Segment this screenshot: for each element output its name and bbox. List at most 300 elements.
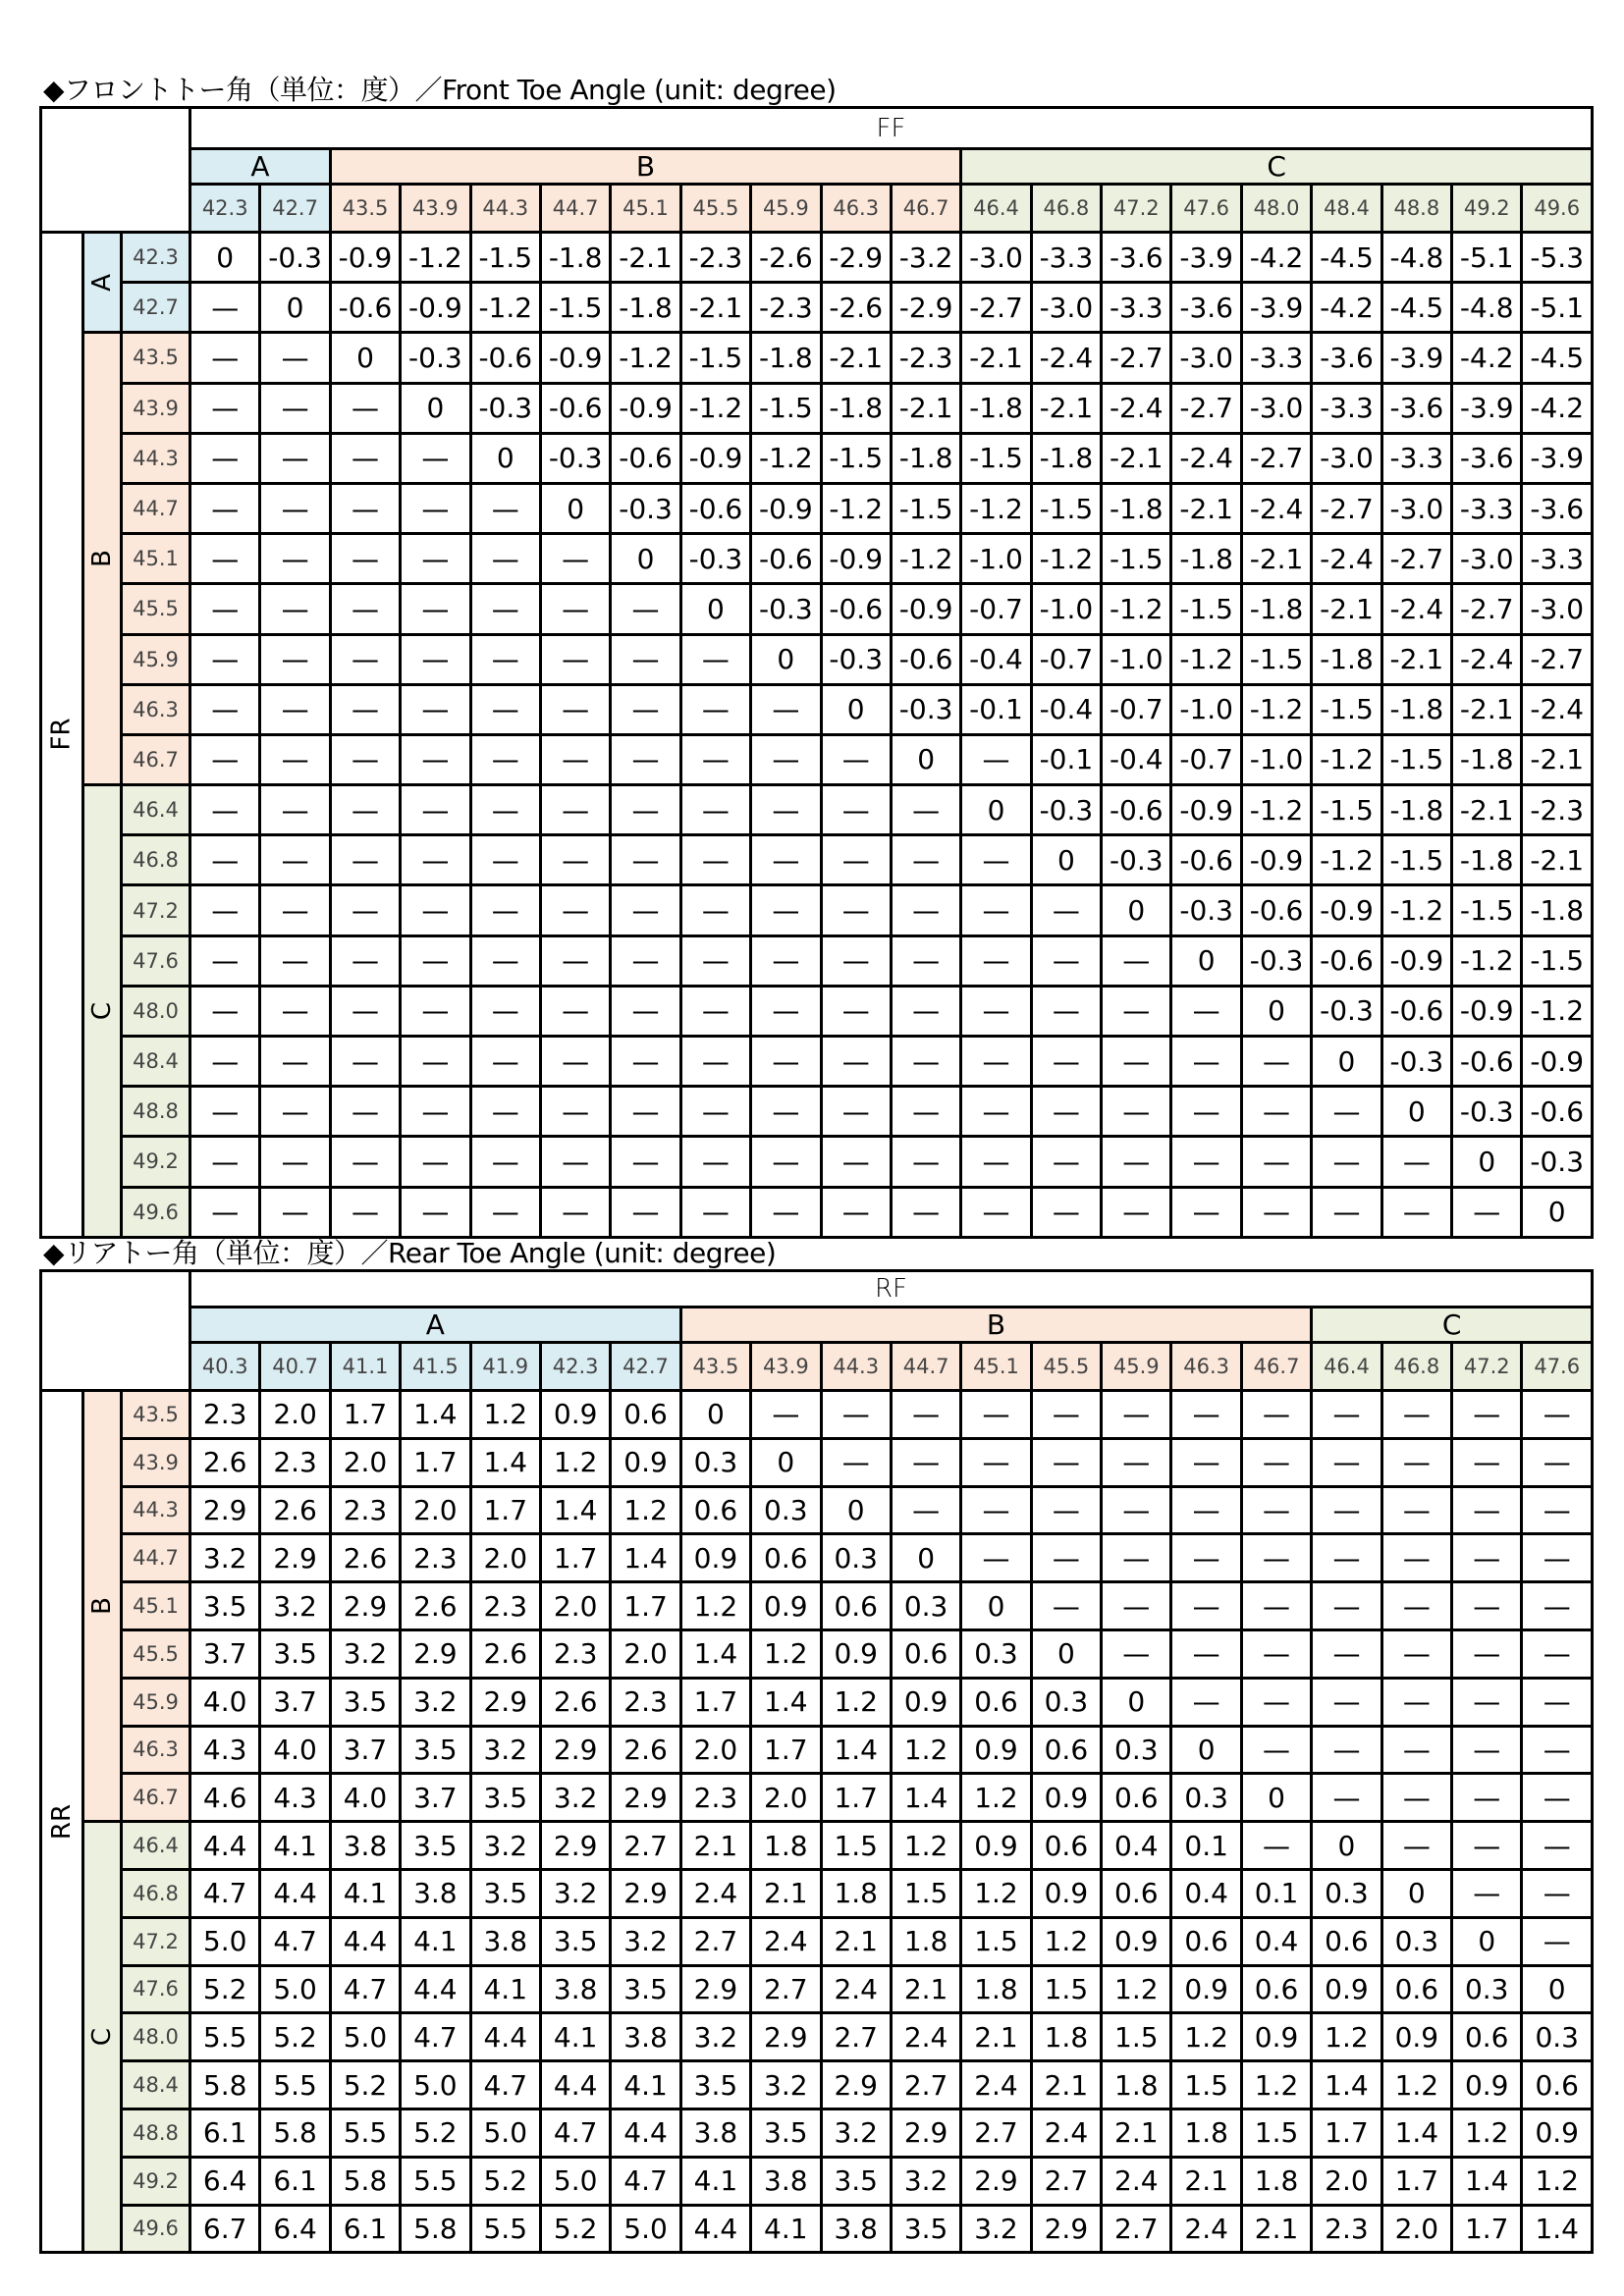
angle-cell: 0 [540,483,610,533]
angle-cell: 1.7 [540,1534,610,1582]
row-header-value: 42.7 [122,283,190,333]
angle-cell: 1.8 [751,1822,821,1870]
angle-cell: -2.7 [1102,333,1171,383]
angle-cell: — [470,1137,540,1187]
angle-cell: — [1452,1629,1522,1678]
angle-cell: -1.5 [891,483,960,533]
angle-cell: 5.5 [190,2013,260,2061]
angle-cell: 0 [751,1438,821,1486]
angle-cell: — [611,935,680,986]
angle-cell: — [330,1187,400,1237]
angle-cell: 0.3 [751,1486,821,1534]
angle-cell: -3.9 [1241,283,1311,333]
angle-cell: 4.1 [680,2157,750,2205]
angle-cell: -2.1 [1241,534,1311,584]
angle-cell: — [1381,1438,1451,1486]
angle-cell: — [470,634,540,684]
angle-cell: 1.2 [1031,1917,1101,1965]
angle-cell: — [821,1037,891,1087]
angle-cell: -1.5 [1102,534,1171,584]
angle-cell: -2.4 [1031,333,1101,383]
column-header-value: 46.8 [1381,1343,1451,1391]
angle-cell: — [540,634,610,684]
angle-cell: — [611,584,680,634]
angle-cell: -1.5 [1381,734,1451,784]
angle-cell: 5.0 [470,2109,540,2157]
column-header-value: 42.7 [260,185,330,233]
angle-cell: 4.0 [330,1774,400,1822]
row-header-value: 45.5 [122,1629,190,1678]
angle-cell: 5.0 [540,2157,610,2205]
angle-cell: 1.7 [1452,2205,1522,2253]
angle-cell: — [330,483,400,533]
angle-cell: 4.0 [190,1678,260,1726]
angle-cell: -4.5 [1522,333,1593,383]
column-header-value: 42.3 [540,1343,610,1391]
angle-cell: 0 [1102,1678,1171,1726]
column-header-value: 45.1 [961,1343,1031,1391]
angle-cell: -1.2 [1312,734,1381,784]
angle-cell: -4.2 [1241,233,1311,283]
angle-cell: — [470,584,540,634]
angle-cell: 2.7 [611,1822,680,1870]
angle-cell: 0 [961,785,1031,835]
angle-cell: 0.9 [1171,1965,1241,2013]
angle-cell: 1.4 [1312,2061,1381,2109]
angle-cell: — [680,785,750,835]
table-row [41,2157,1593,2205]
angle-cell: — [330,1037,400,1087]
column-header-value: 43.5 [680,1343,750,1391]
angle-cell: 2.4 [961,2061,1031,2109]
angle-cell: 2.4 [821,1965,891,2013]
angle-cell: 2.3 [260,1438,330,1486]
angle-cell: — [470,734,540,784]
angle-cell: 0 [751,634,821,684]
angle-cell: 1.4 [540,1486,610,1534]
angle-cell: — [1241,1629,1311,1678]
row-header-value: 44.3 [122,433,190,483]
angle-cell: -0.3 [540,433,610,483]
angle-cell: — [260,785,330,835]
angle-cell: — [891,1486,960,1534]
angle-cell: 3.7 [190,1629,260,1678]
angle-cell: -1.2 [961,483,1031,533]
column-header-value: 49.2 [1452,185,1522,233]
column-header-value: 46.3 [821,185,891,233]
column-header-value: 47.2 [1102,185,1171,233]
angle-cell: 0.6 [1452,2013,1522,2061]
angle-cell: 5.8 [260,2109,330,2157]
angle-cell: — [1102,1582,1171,1630]
row-axis-text: RR [46,1803,77,1840]
angle-cell: — [1031,1486,1101,1534]
angle-cell: 2.7 [680,1917,750,1965]
angle-cell: 2.6 [611,1726,680,1774]
angle-cell: 0.6 [751,1534,821,1582]
angle-cell: 4.4 [470,2013,540,2061]
angle-cell: 2.0 [680,1726,750,1774]
angle-cell: -4.8 [1452,283,1522,333]
angle-cell: — [1312,1438,1381,1486]
row-header-value: 45.9 [122,634,190,684]
angle-cell: — [1522,1582,1593,1630]
angle-cell: — [1312,1774,1381,1822]
angle-cell: — [821,1087,891,1137]
angle-cell: — [680,835,750,885]
angle-cell: 3.5 [260,1629,330,1678]
angle-cell: -1.5 [1031,483,1101,533]
angle-cell: -1.5 [821,433,891,483]
angle-cell: — [190,835,260,885]
angle-cell: -1.2 [611,333,680,383]
table-row [41,1917,1593,1965]
angle-cell: — [190,383,260,433]
column-header-value: 46.4 [1312,1343,1381,1391]
angle-cell: -1.2 [1031,534,1101,584]
angle-cell: — [611,634,680,684]
angle-cell: 2.0 [1312,2157,1381,2205]
angle-cell: -1.8 [540,233,610,283]
angle-cell: 0.3 [961,1629,1031,1678]
angle-cell: — [401,835,470,885]
column-header-value: 40.7 [260,1343,330,1391]
angle-cell: 4.4 [611,2109,680,2157]
angle-cell: — [470,1087,540,1137]
angle-cell: — [1102,935,1171,986]
angle-cell: -1.0 [1171,684,1241,734]
angle-cell: 3.2 [540,1774,610,1822]
angle-cell: — [680,684,750,734]
angle-cell: — [680,634,750,684]
angle-cell: 2.3 [190,1391,260,1439]
angle-cell: -1.5 [1241,634,1311,684]
angle-cell: 2.9 [540,1822,610,1870]
angle-cell: 5.5 [330,2109,400,2157]
angle-cell: 0.9 [1031,1774,1101,1822]
angle-cell: — [891,835,960,885]
angle-cell: — [1102,1037,1171,1087]
angle-cell: 3.2 [540,1869,610,1917]
angle-cell: — [330,835,400,885]
angle-cell: — [1522,1534,1593,1582]
angle-cell: 0 [1241,986,1311,1036]
angle-cell: — [1381,1582,1451,1630]
angle-cell: -4.2 [1312,283,1381,333]
angle-cell: — [1241,1137,1311,1187]
angle-cell: -1.2 [891,534,960,584]
angle-cell: 0.9 [1102,1917,1171,1965]
angle-cell: -3.3 [1241,333,1311,383]
angle-cell: — [1312,1534,1381,1582]
angle-cell: -1.2 [1102,584,1171,634]
column-header-value: 45.5 [1031,1343,1101,1391]
angle-cell: 1.4 [611,1534,680,1582]
angle-cell: 0 [1031,1629,1101,1678]
angle-cell: 1.4 [1452,2157,1522,2205]
angle-cell: — [1312,1137,1381,1187]
angle-cell: -0.9 [821,534,891,584]
angle-cell: -1.5 [961,433,1031,483]
angle-cell: — [470,1037,540,1087]
table-row [41,935,1593,986]
angle-cell: 2.6 [330,1534,400,1582]
angle-cell: -3.0 [1312,433,1381,483]
angle-cell: -0.3 [1522,1137,1593,1187]
column-header-value: 48.0 [1241,185,1311,233]
angle-cell: — [540,1037,610,1087]
angle-cell: — [401,1187,470,1237]
angle-cell: 1.7 [821,1774,891,1822]
angle-cell: — [330,584,400,634]
angle-cell: — [401,1137,470,1187]
angle-cell: -0.1 [1031,734,1101,784]
angle-cell: -2.7 [1381,534,1451,584]
angle-cell: -0.6 [891,634,960,684]
angle-cell: — [1312,1391,1381,1439]
angle-cell: 3.5 [401,1726,470,1774]
angle-cell: 2.0 [611,1629,680,1678]
angle-cell: 2.0 [330,1438,400,1486]
angle-cell: — [260,935,330,986]
angle-cell: -1.8 [1381,785,1451,835]
angle-cell: — [821,835,891,885]
angle-cell: — [330,634,400,684]
angle-cell: -2.1 [1381,634,1451,684]
angle-cell: — [961,1037,1031,1087]
angle-cell: 0 [611,534,680,584]
row-header-value: 46.8 [122,1869,190,1917]
angle-cell: 2.3 [611,1678,680,1726]
angle-cell: — [190,433,260,483]
angle-cell: — [190,734,260,784]
row-header-value: 48.8 [122,1087,190,1137]
angle-cell: 3.5 [330,1678,400,1726]
angle-cell: 0.9 [1031,1869,1101,1917]
rear-toe-angle-table [39,1269,1594,2254]
row-header-value: 43.5 [122,333,190,383]
angle-cell: — [260,333,330,383]
angle-cell: 4.4 [680,2205,750,2253]
angle-cell: — [961,1486,1031,1534]
angle-cell: -3.9 [1522,433,1593,483]
angle-cell: 2.7 [751,1965,821,2013]
angle-cell: — [1381,1137,1451,1187]
table-row [41,684,1593,734]
angle-cell: — [1522,1629,1593,1678]
angle-cell: — [1241,1822,1311,1870]
angle-cell: 0.6 [891,1629,960,1678]
angle-cell: 1.7 [470,1486,540,1534]
angle-cell: — [961,1438,1031,1486]
angle-cell: 1.2 [891,1822,960,1870]
angle-cell: — [401,433,470,483]
angle-cell: 0.9 [961,1726,1031,1774]
angle-cell: — [611,734,680,784]
column-header-value: 45.9 [1102,1343,1171,1391]
angle-cell: 0.6 [961,1678,1031,1726]
angle-cell: -0.9 [611,383,680,433]
angle-cell: — [751,935,821,986]
angle-cell: — [1381,1726,1451,1774]
angle-cell: — [1452,1726,1522,1774]
angle-cell: 2.9 [330,1582,400,1630]
angle-cell: -2.9 [891,283,960,333]
angle-cell: 1.2 [1312,2013,1381,2061]
angle-cell: — [190,986,260,1036]
angle-cell: -0.3 [680,534,750,584]
angle-cell: -3.3 [1452,483,1522,533]
angle-cell: 0 [260,283,330,333]
angle-cell: — [961,835,1031,885]
angle-cell: 2.4 [1102,2157,1171,2205]
angle-cell: — [1171,1087,1241,1137]
angle-cell: — [1241,1582,1311,1630]
angle-cell: 1.2 [540,1438,610,1486]
row-header-value: 45.1 [122,534,190,584]
angle-cell: 0.6 [611,1391,680,1439]
angle-cell: — [1452,1822,1522,1870]
table-row [41,1822,1593,1870]
angle-cell: 2.0 [470,1534,540,1582]
angle-cell: -3.3 [1102,283,1171,333]
angle-cell: — [751,1087,821,1137]
angle-cell: 0 [680,584,750,634]
angle-cell: 3.2 [330,1629,400,1678]
angle-cell: 4.6 [190,1774,260,1822]
angle-cell: -0.6 [1522,1087,1593,1137]
angle-cell: 3.2 [190,1534,260,1582]
angle-cell: 2.4 [680,1869,750,1917]
angle-cell: — [470,935,540,986]
angle-cell: — [1522,1869,1593,1917]
angle-cell: 0.3 [1102,1726,1171,1774]
angle-cell: -1.5 [1522,935,1593,986]
row-group-label: B [87,550,117,568]
angle-cell: -2.4 [1171,433,1241,483]
row-header-value: 47.2 [122,885,190,935]
angle-cell: 5.0 [401,2061,470,2109]
angle-cell: -1.8 [891,433,960,483]
angle-cell: — [1102,1391,1171,1439]
angle-cell: 0.3 [1381,1917,1451,1965]
angle-cell: — [330,734,400,784]
angle-cell: — [751,734,821,784]
angle-cell: — [401,483,470,533]
angle-cell: -0.7 [1171,734,1241,784]
angle-cell: — [891,1391,960,1439]
column-header-value: 42.7 [611,1343,680,1391]
row-group-label: B [87,1597,117,1615]
angle-cell: 4.1 [401,1917,470,1965]
angle-cell: — [1031,1187,1101,1237]
angle-cell: — [1102,1534,1171,1582]
angle-cell: -0.3 [1171,885,1241,935]
angle-cell: — [260,483,330,533]
angle-cell: 2.9 [470,1678,540,1726]
table-row [41,1438,1593,1486]
angle-cell: 3.2 [260,1582,330,1630]
angle-cell: 3.5 [611,1965,680,2013]
angle-cell: -2.7 [1452,584,1522,634]
angle-cell: 5.0 [190,1917,260,1965]
angle-cell: 2.9 [680,1965,750,2013]
row-header-value: 46.4 [122,1822,190,1870]
angle-cell: 2.1 [961,2013,1031,2061]
angle-cell: -0.9 [1241,835,1311,885]
angle-cell: 0.9 [1381,2013,1451,2061]
angle-cell: — [1452,1774,1522,1822]
row-group-b [83,333,122,785]
angle-cell: — [680,935,750,986]
angle-cell: 0 [821,1486,891,1534]
angle-cell: 2.3 [680,1774,750,1822]
angle-cell: — [190,785,260,835]
angle-cell: — [330,1087,400,1137]
table-row [41,1534,1593,1582]
column-group-b: B [330,149,961,185]
angle-cell: — [1171,1391,1241,1439]
angle-cell: 0 [1522,1965,1593,2013]
angle-cell: 3.5 [680,2061,750,2109]
angle-cell: 0.9 [961,1822,1031,1870]
table-row [41,1869,1593,1917]
angle-cell: 5.0 [611,2205,680,2253]
angle-cell: — [751,1391,821,1439]
angle-cell: -3.3 [1522,534,1593,584]
angle-cell: — [190,1087,260,1137]
angle-cell: 1.8 [1102,2061,1171,2109]
angle-cell: 0.9 [751,1582,821,1630]
row-header-value: 45.9 [122,1678,190,1726]
angle-cell: — [190,333,260,383]
angle-cell: -0.6 [1241,885,1311,935]
angle-cell: -1.5 [1312,785,1381,835]
angle-cell: 1.5 [1171,2061,1241,2109]
angle-cell: 3.2 [611,1917,680,1965]
angle-cell: 2.4 [751,1917,821,1965]
angle-cell: — [751,684,821,734]
angle-cell: 6.1 [260,2157,330,2205]
angle-cell: 5.2 [401,2109,470,2157]
angle-cell: — [680,1137,750,1187]
angle-cell: — [1171,986,1241,1036]
angle-cell: -3.6 [1312,333,1381,383]
angle-cell: -3.0 [1522,584,1593,634]
angle-cell: 0.6 [821,1582,891,1630]
row-header-value: 45.5 [122,584,190,634]
angle-cell: -2.7 [1522,634,1593,684]
angle-cell: — [680,734,750,784]
column-header-value: 46.8 [1031,185,1101,233]
table-row [41,2061,1593,2109]
angle-cell: — [1171,1486,1241,1534]
angle-cell: — [821,1391,891,1439]
angle-cell: -1.5 [1452,885,1522,935]
column-group-b: B [680,1308,1312,1343]
angle-cell: — [1452,1391,1522,1439]
angle-cell: 0.9 [680,1534,750,1582]
angle-cell: 2.0 [751,1774,821,1822]
angle-cell: -2.1 [1452,785,1522,835]
angle-cell: 3.2 [680,2013,750,2061]
angle-cell: — [961,885,1031,935]
angle-cell: 4.1 [470,1965,540,2013]
angle-cell: 0 [330,333,400,383]
angle-cell: -0.6 [751,534,821,584]
table-row [41,634,1593,684]
angle-cell: — [1102,1438,1171,1486]
